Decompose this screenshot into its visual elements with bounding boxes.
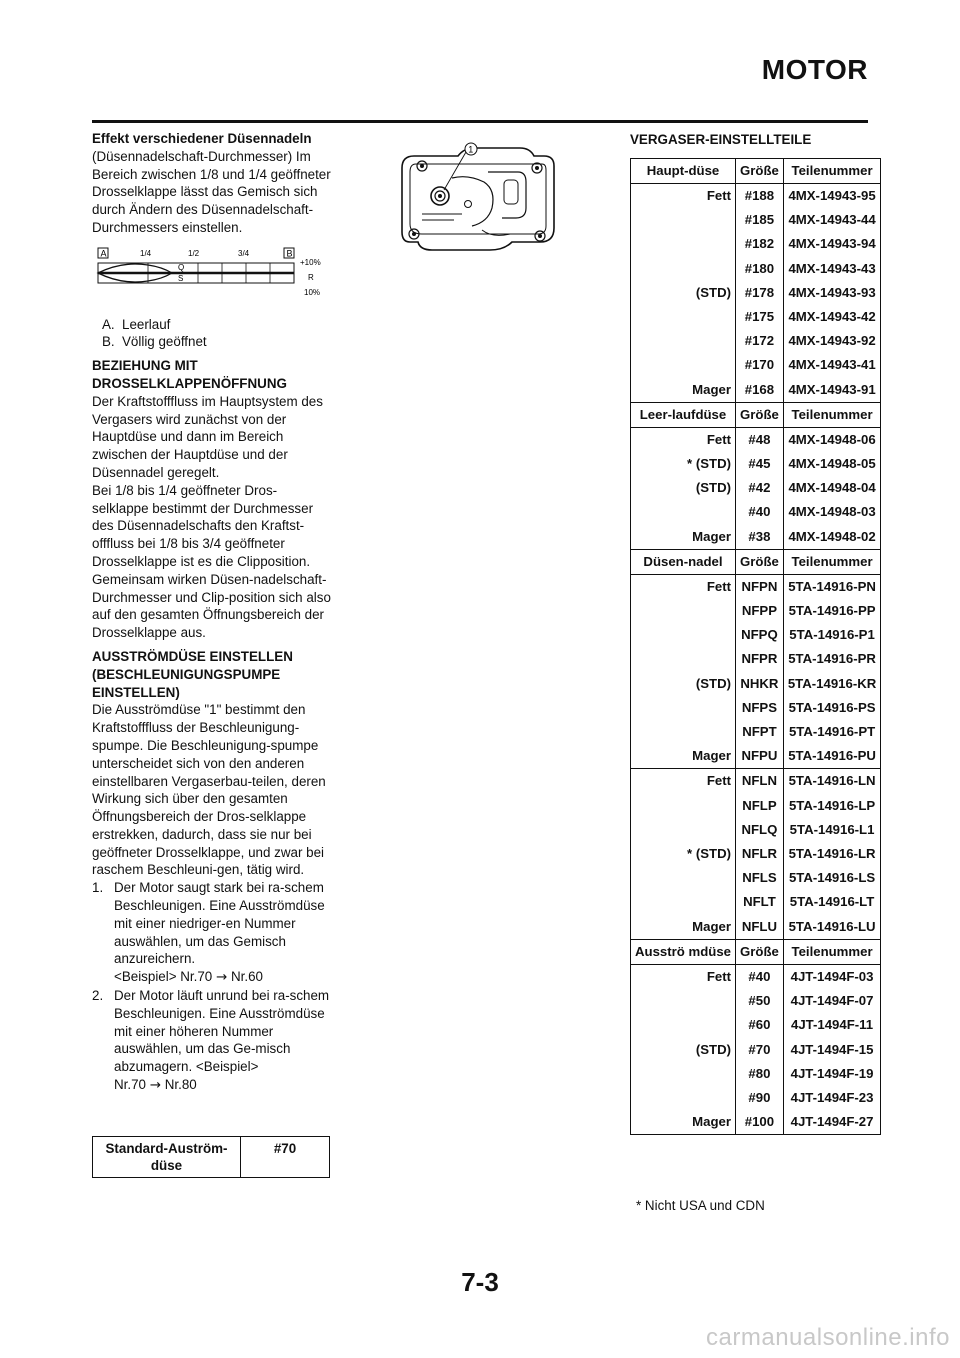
parts-title: VERGASER-EINSTELLTEILE — [630, 132, 812, 147]
legend-item: B. Völlig geöffnet — [102, 334, 207, 350]
table-cell: #48 — [736, 427, 784, 452]
table-row — [631, 818, 881, 842]
table-cell: NFPT — [736, 720, 784, 744]
table-cell — [631, 989, 736, 1013]
table-row — [631, 672, 881, 696]
table-row — [631, 232, 881, 256]
left-column — [92, 130, 332, 1095]
tick-1-2: 1/2 — [188, 248, 200, 258]
table-row — [631, 525, 881, 550]
table-cell: #180 — [736, 257, 784, 281]
standard-jet-table — [92, 1136, 330, 1178]
table-cell: 4JT-1494F-19 — [790, 1065, 874, 1081]
table-row — [631, 623, 881, 647]
table-cell — [631, 1062, 736, 1086]
carburetor-illustration — [392, 138, 566, 256]
table-cell: 5TA-14916-KR — [787, 675, 877, 691]
tick-3-4: 3/4 — [238, 248, 250, 258]
table-cell: NFPQ — [736, 623, 784, 647]
table-cell: #40 — [736, 500, 784, 524]
table-cell: (STD) — [631, 281, 736, 305]
table-cell: #188 — [736, 184, 784, 209]
table-header-cell: Größe — [736, 939, 784, 964]
table-header-cell: Leer-laufdüse — [631, 402, 736, 427]
table-cell — [631, 599, 736, 623]
table-row — [631, 208, 881, 232]
table-cell — [631, 696, 736, 720]
table-cell — [631, 257, 736, 281]
table-cell: 4JT-1494F-15 — [790, 1041, 874, 1057]
table-cell: 4MX-14948-02 — [783, 525, 880, 550]
table-row — [631, 989, 881, 1013]
table-header-row — [631, 549, 881, 574]
table-cell: 4MX-14943-43 — [788, 260, 876, 276]
table-cell: 4JT-1494F-11 — [791, 1017, 874, 1033]
table-header-cell: Teilenummer — [791, 553, 873, 569]
table-cell: #60 — [736, 1013, 784, 1037]
table-row — [631, 329, 881, 353]
footnote: * Nicht USA und CDN — [636, 1198, 765, 1213]
table-cell: 5TA-14916-LP — [788, 797, 876, 813]
table-cell: #50 — [736, 989, 784, 1013]
table-cell: 5TA-14916-PU — [783, 744, 880, 769]
table-cell: 4MX-14943-92 — [788, 333, 876, 349]
standard-jet-label: Standard-Auström-düse — [93, 1137, 241, 1178]
adjust-steps — [92, 879, 332, 1095]
adjust-heading: AUSSTRÖMDÜSE EINSTELLEN (BESCHLEUNIGUNGSPUMPE EINSTELLEN) — [92, 648, 293, 700]
tick-1-4: 1/4 — [140, 248, 152, 258]
watermark: carmanualsonline.info — [706, 1324, 950, 1351]
page-number: 7-3 — [461, 1267, 499, 1297]
table-cell: NFLU — [736, 915, 784, 940]
table-cell: NFLT — [736, 890, 784, 914]
table-cell: Fett — [631, 769, 736, 794]
table-cell: #172 — [736, 329, 784, 353]
table-cell: #100 — [736, 1110, 784, 1135]
table-cell: NFLP — [736, 794, 784, 818]
table-cell: 4JT-1494F-23 — [790, 1089, 874, 1105]
table-cell: #178 — [736, 281, 784, 305]
table-header-cell: Größe — [736, 549, 784, 574]
table-cell — [631, 329, 736, 353]
table-cell: #182 — [736, 232, 784, 256]
box-b-label: B — [286, 248, 293, 259]
table-row — [631, 866, 881, 890]
box-a-label: A — [100, 248, 107, 259]
table-cell: Fett — [631, 964, 736, 989]
effect-heading: Effekt verschiedener Düsennadeln — [92, 131, 312, 146]
header-rule — [92, 120, 868, 123]
table-row — [631, 1013, 881, 1037]
table-cell — [631, 647, 736, 671]
arrow-right-icon: → — [216, 970, 228, 986]
relation-text-2: Bei 1/8 bis 1/4 geöffneter Dros-selklappe bestimmt der Durchmesser des Düsennadelschafts den Kraftst-offfluss bei 1/8 bis 3/4 geöffneter Drosselklappe ist es die Clipposition. Gemeinsam wirken Düsen-nadelschaft- Durchmesser und Clip-position sich also auf den gesamten Öffnungsbereich der Drosselklappe aus. — [92, 482, 331, 641]
table-cell: #40 — [736, 964, 784, 989]
table-row — [631, 257, 881, 281]
table-cell: 4MX-14943-41 — [788, 357, 876, 373]
table-cell: NFLS — [736, 866, 784, 890]
table-cell: 5TA-14916-P1 — [789, 627, 875, 643]
table-cell: NHKR — [736, 672, 784, 696]
label-minus10: 10% — [304, 287, 321, 297]
needle-diagram — [92, 243, 332, 307]
table-cell: (STD) — [631, 1038, 736, 1062]
table-cell: 4MX-14943-44 — [788, 212, 876, 228]
table-row — [631, 890, 881, 914]
table-row — [631, 842, 881, 866]
table-cell: NFPU — [736, 744, 784, 769]
table-cell: 4MX-14948-03 — [788, 504, 876, 520]
table-row — [631, 744, 881, 769]
callout-1: 1 — [468, 144, 474, 155]
table-cell: Mager — [631, 378, 736, 403]
table-cell: Fett — [631, 184, 736, 209]
table-row — [631, 769, 881, 794]
table-cell: 4JT-1494F-07 — [790, 993, 874, 1009]
table-cell: NFPR — [736, 647, 784, 671]
table-cell: #175 — [736, 305, 784, 329]
table-row — [631, 184, 881, 209]
table-header-row — [631, 939, 881, 964]
table-cell: #170 — [736, 353, 784, 377]
table-row — [631, 720, 881, 744]
table-cell: Fett — [631, 427, 736, 452]
table-header-cell: Größe — [736, 402, 784, 427]
table-row — [631, 305, 881, 329]
table-cell: NFPN — [736, 574, 784, 599]
arrow-right-icon: → — [149, 1078, 161, 1094]
table-header-cell: Haupt-düse — [631, 159, 736, 184]
table-row — [631, 574, 881, 599]
table-row — [631, 599, 881, 623]
table-cell: 5TA-14916-LS — [788, 870, 876, 886]
label-q: Q — [178, 262, 185, 272]
table-cell: 4MX-14943-42 — [788, 309, 876, 325]
table-cell: 5TA-14916-LT — [789, 894, 875, 910]
table-cell: Mager — [631, 915, 736, 940]
table-cell — [631, 720, 736, 744]
table-cell: #42 — [736, 476, 784, 500]
table-cell: * (STD) — [631, 452, 736, 476]
table-cell: 4MX-14948-04 — [788, 480, 876, 496]
table-cell: 5TA-14916-PT — [788, 724, 876, 740]
relation-text-1: Der Kraftstofffluss im Hauptsystem des Vergasers wird zunächst von der Hauptdüse und dann im Bereich zwischen der Hauptdüse und der Düsennadel geregelt. — [92, 393, 323, 480]
table-cell: * (STD) — [631, 842, 736, 866]
table-cell — [631, 1013, 736, 1037]
list-item: 1. Der Motor saugt stark bei ra-schem Beschleunigen. Eine Ausströmdüse mit einer niedriger-en Nummer auswählen, um das Gemisch anzureichern. <Beispiel> Nr.70 → Nr.60 — [92, 880, 325, 986]
table-header-cell: Ausströ mdüse — [631, 939, 736, 964]
legend-item: A. Leerlauf — [102, 316, 171, 332]
relation-heading: BEZIEHUNG MIT DROSSELKLAPPENÖFFNUNG — [92, 358, 287, 391]
table-cell: NFLN — [736, 769, 784, 794]
table-cell: #168 — [736, 378, 784, 403]
table-cell: Fett — [631, 574, 736, 599]
table-cell — [631, 623, 736, 647]
table-row — [631, 427, 881, 452]
table-cell: NFPP — [736, 599, 784, 623]
table-header-cell: Größe — [736, 159, 784, 184]
table-row — [631, 1062, 881, 1086]
table-row — [631, 500, 881, 524]
table-cell — [631, 208, 736, 232]
table-cell: NFLQ — [736, 818, 784, 842]
table-cell: 4MX-14943-94 — [788, 236, 876, 252]
table-cell: #90 — [736, 1086, 784, 1110]
table-cell: 5TA-14916-PN — [788, 578, 876, 594]
table-cell: #45 — [736, 452, 784, 476]
table-row — [631, 1086, 881, 1110]
table-cell: 4MX-14948-05 — [788, 456, 876, 472]
table-cell: Mager — [631, 525, 736, 550]
table-cell: NFPS — [736, 696, 784, 720]
table-header-row — [631, 159, 881, 184]
table-cell: Mager — [631, 1110, 736, 1135]
table-cell: 4JT-1494F-03 — [790, 968, 874, 984]
table-row — [631, 964, 881, 989]
table-header-cell: Teilenummer — [791, 163, 873, 178]
table-cell — [631, 353, 736, 377]
list-item: 2. Der Motor läuft unrund bei ra-schem Beschleunigen. Eine Ausströmdüse mit einer höheren Nummer auswählen, um das Ge-misch abzumagern. <Beispiel> Nr.70 → Nr.80 — [92, 988, 330, 1094]
table-row — [631, 647, 881, 671]
diagram-legend — [92, 316, 332, 352]
effect-text: (Düsennadelschaft-Durchmesser) Im Bereich zwischen 1/8 und 1/4 geöffneter Drosselklappe lässt das Gemisch sich durch Ändern des Düsennadelschaft-Durchmessers einstellen. — [92, 148, 331, 235]
table-cell: #38 — [736, 525, 784, 550]
table-row — [631, 696, 881, 720]
table-cell: 4JT-1494F-27 — [790, 1114, 874, 1130]
table-cell: #185 — [736, 208, 784, 232]
table-cell: 5TA-14916-PS — [788, 699, 876, 715]
table-cell: 4MX-14948-06 — [788, 431, 876, 447]
table-row — [631, 1038, 881, 1062]
table-cell: 5TA-14916-LU — [783, 915, 880, 940]
table-header-cell: Teilenummer — [791, 943, 873, 959]
table-cell: (STD) — [631, 476, 736, 500]
table-header-cell: Teilenummer — [791, 406, 873, 422]
table-cell: 5TA-14916-L1 — [789, 821, 875, 837]
table-cell — [631, 794, 736, 818]
adjust-text: Die Ausströmdüse "1" bestimmt den Kraftstofffluss der Beschleunigung-spumpe. Die Beschleunigung-spumpe unterscheidet sich von den anderen einstellbaren Vergaserbau-teilen, deren Wirkung sich über den gesamten Öffnungsbereich der Dros-selklappe erstrekken, dadurch, dass sie nur bei geöffneter Drosselklappe, und zwar bei raschem Beschleuni-gen, tätig wird. — [92, 702, 326, 878]
table-row — [631, 281, 881, 305]
table-row — [631, 353, 881, 377]
standard-jet-value: #70 — [241, 1137, 330, 1178]
table-cell: 4MX-14943-93 — [788, 284, 876, 300]
label-s: S — [178, 273, 184, 283]
page-title: MOTOR — [761, 54, 868, 85]
table-cell — [631, 1086, 736, 1110]
table-row — [631, 1110, 881, 1135]
table-cell: #70 — [736, 1038, 784, 1062]
table-cell — [631, 305, 736, 329]
parts-table — [630, 158, 881, 1135]
table-row — [631, 452, 881, 476]
table-cell: NFLR — [736, 842, 784, 866]
label-r: R — [308, 272, 314, 282]
table-row — [631, 794, 881, 818]
table-cell: 5TA-14916-PR — [788, 651, 876, 667]
table-cell: (STD) — [631, 672, 736, 696]
table-row — [631, 915, 881, 940]
table-cell: 5TA-14916-LN — [788, 773, 876, 789]
table-header-cell: Düsen-nadel — [631, 549, 736, 574]
table-cell: Mager — [631, 744, 736, 769]
table-cell — [631, 890, 736, 914]
table-cell: 4MX-14943-91 — [783, 378, 880, 403]
table-row — [631, 378, 881, 403]
table-cell — [631, 866, 736, 890]
table-header-row — [631, 402, 881, 427]
table-cell: #80 — [736, 1062, 784, 1086]
table-cell: 5TA-14916-PP — [788, 603, 876, 619]
label-plus10: +10% — [300, 257, 321, 267]
table-cell — [631, 500, 736, 524]
table-cell — [631, 818, 736, 842]
table-cell: 5TA-14916-LR — [788, 846, 876, 862]
table-cell — [631, 232, 736, 256]
table-cell: 4MX-14943-95 — [788, 188, 876, 203]
table-row — [631, 476, 881, 500]
